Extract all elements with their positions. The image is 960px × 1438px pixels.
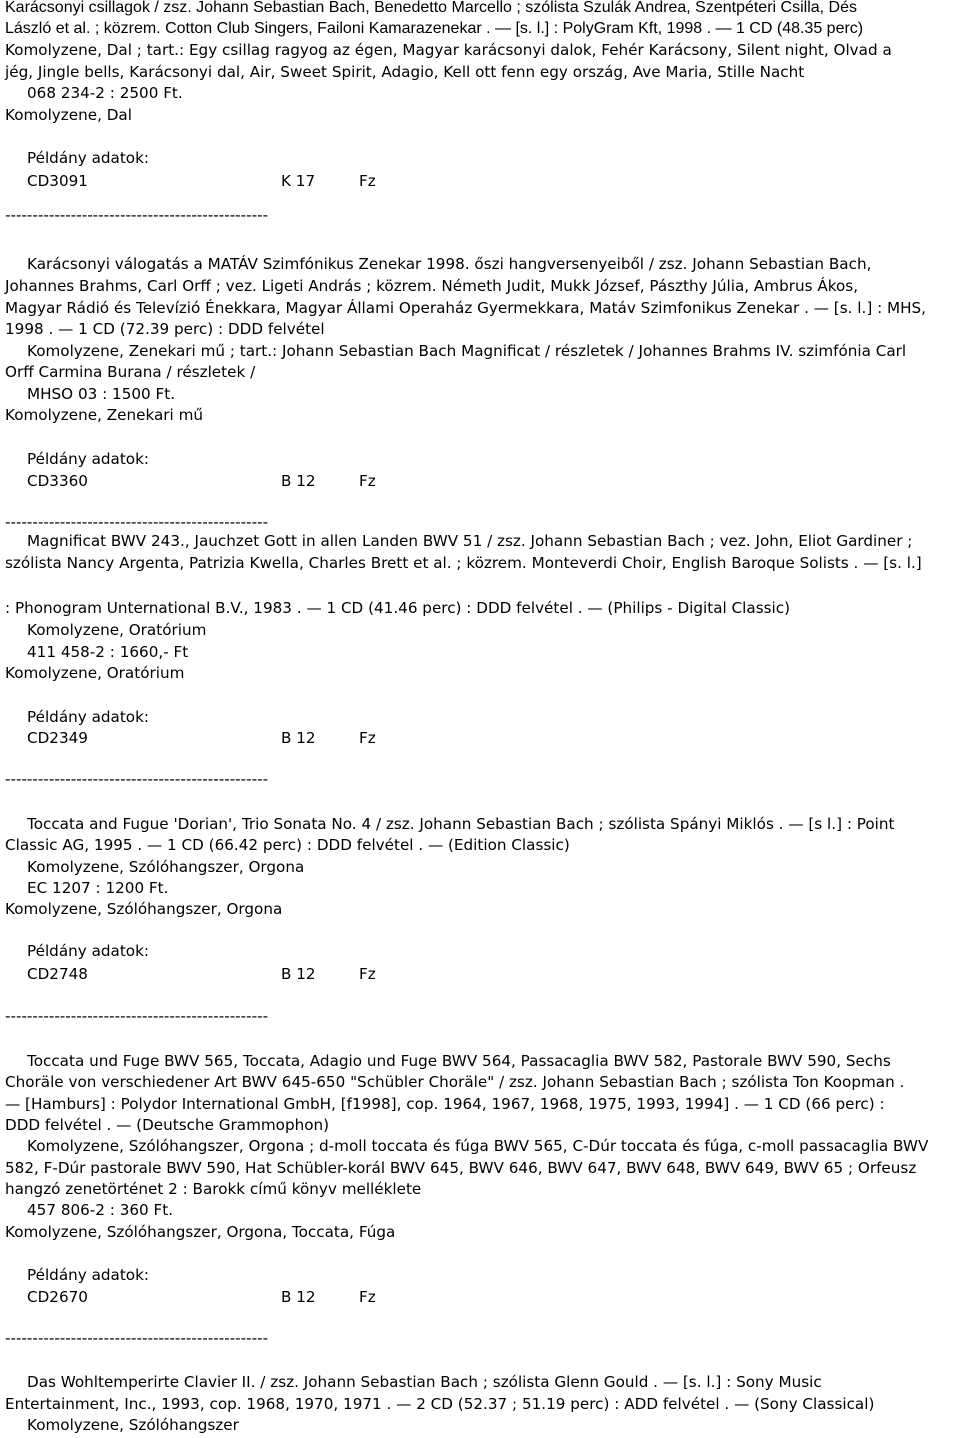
record-separator: ------------------------------------------------: [5, 513, 269, 531]
copy-code: Fz: [359, 172, 376, 190]
catalog-number: MHSO 03 : 1500 Ft.: [27, 385, 176, 403]
subject-heading: Komolyzene, Szólóhangszer, Orgona: [5, 900, 283, 918]
record-text-line: Toccata und Fuge BWV 565, Toccata, Adagio und Fuge BWV 564, Passacaglia BWV 582, Pastorale BWV 590, Sechs: [27, 1052, 891, 1070]
copy-data-row: [27, 171, 376, 192]
catalog-number: 457 806-2 : 360 Ft.: [27, 1201, 174, 1219]
record-text-line: szólista Nancy Argenta, Patrizia Kwella, Charles Brett et al. ; közrem. Monteverdi Choir, English Baroque Solists . — [s. l.]: [5, 554, 922, 572]
copy-data-row: [27, 1287, 376, 1308]
copy-id: CD3091: [27, 172, 88, 190]
record-text-line: jég, Jingle bells, Karácsonyi dal, Air, Sweet Spirit, Adagio, Kell ott fenn egy ország, Ave Maria, Stille Nacht: [5, 63, 805, 81]
record-separator: ------------------------------------------------: [5, 206, 269, 224]
copy-data-row: [27, 471, 376, 492]
copy-id: CD2670: [27, 1288, 88, 1306]
copy-code: Fz: [359, 729, 376, 747]
record-text-line: Choräle von verschiedener Art BWV 645-650 "Schübler Choräle" / zsz. Johann Sebastian Bach ; szólista Ton Koopman .: [5, 1073, 905, 1091]
record-text-line: Orff Carmina Burana / részletek /: [5, 363, 256, 381]
record-text-line: Komolyzene, Szólóhangszer: [27, 1416, 239, 1434]
copy-code: Fz: [359, 1288, 376, 1306]
record-text-line: Classic AG, 1995 . — 1 CD (66.42 perc) : DDD felvétel . — (Edition Classic): [5, 836, 570, 854]
record-text-line: DDD felvétel . — (Deutsche Grammophon): [5, 1116, 330, 1134]
record-separator: ------------------------------------------------: [5, 770, 269, 788]
copy-data-row: [27, 964, 376, 985]
catalog-number: EC 1207 : 1200 Ft.: [27, 879, 169, 897]
record-text-line: Toccata and Fugue 'Dorian', Trio Sonata No. 4 / zsz. Johann Sebastian Bach ; szólista Spányi Miklós . — [s l.] : Point: [27, 815, 895, 833]
catalog-number: 068 234-2 : 2500 Ft.: [27, 84, 183, 102]
copy-location: B 12: [281, 1288, 316, 1306]
copy-location: B 12: [281, 472, 316, 490]
copy-code: Fz: [359, 965, 376, 983]
record-text-line: Komolyzene, Szólóhangszer, Orgona: [27, 858, 305, 876]
record-text-line: Komolyzene, Szólóhangszer, Orgona ; d-moll toccata és fúga BWV 565, C-Dúr toccata és fúga, c-moll passacaglia BWV: [27, 1137, 929, 1155]
record-text-line: hangzó zenetörténet 2 : Barokk című könyv melléklete: [5, 1180, 422, 1198]
copy-data-row: [27, 728, 376, 749]
record-text-line: — [Hamburs] : Polydor International GmbH, [f1998], cop. 1964, 1967, 1968, 1975, 1993, 1994] . — 1 CD (66 perc) :: [5, 1095, 885, 1113]
record-text-line: Karácsonyi válogatás a MATÁV Szimfónikus Zenekar 1998. őszi hangversenyeiből / zsz. Johann Sebastian Bach,: [27, 255, 872, 273]
record-text-line: Entertainment, Inc., 1993, cop. 1968, 1970, 1971 . — 2 CD (52.37 ; 51.19 perc) : ADD felvétel . — (Sony Classical): [5, 1395, 875, 1413]
record-text-line: 582, F-Dúr pastorale BWV 590, Hat Schübler-korál BWV 645, BWV 646, BWV 647, BWV 648, BWV 649, BWV 65 ; Orfeusz: [5, 1159, 917, 1177]
subject-heading: Komolyzene, Dal: [5, 106, 132, 124]
copy-code: Fz: [359, 472, 376, 490]
copy-location: B 12: [281, 965, 316, 983]
subject-heading: Komolyzene, Oratórium: [5, 664, 185, 682]
catalog-number: 411 458-2 : 1660,- Ft: [27, 643, 189, 661]
copy-id: CD2748: [27, 965, 88, 983]
subject-heading: Komolyzene, Zenekari mű: [5, 406, 203, 424]
record-text-line: Das Wohltemperirte Clavier II. / zsz. Johann Sebastian Bach ; szólista Glenn Gould . — [s. l.] : Sony Music: [27, 1373, 822, 1391]
copy-data-label: Példány adatok:: [27, 708, 149, 726]
record-separator: ------------------------------------------------: [5, 1329, 269, 1347]
record-text-line: Komolyzene, Oratórium: [27, 621, 207, 639]
copy-location: K 17: [281, 172, 316, 190]
record-text-line: Komolyzene, Zenekari mű ; tart.: Johann Sebastian Bach Magnificat / részletek / Johannes Brahms IV. szimfónia Carl: [27, 342, 907, 360]
copy-data-label: Példány adatok:: [27, 149, 149, 167]
record-separator: ------------------------------------------------: [5, 1007, 269, 1025]
record-text-line: : Phonogram Unternational B.V., 1983 . — 1 CD (41.46 perc) : DDD felvétel . — (Philips - Digital Classic): [5, 599, 791, 617]
copy-data-label: Példány adatok:: [27, 450, 149, 468]
record-text-line: Johannes Brahms, Carl Orff ; vez. Ligeti András ; közrem. Németh Judit, Mukk József, Pászthy Júlia, Ambrus Ákos,: [5, 277, 859, 295]
copy-id: CD3360: [27, 472, 88, 490]
copy-id: CD2349: [27, 729, 88, 747]
copy-location: B 12: [281, 729, 316, 747]
copy-data-label: Példány adatok:: [27, 942, 149, 960]
record-text-line: Komolyzene, Dal ; tart.: Egy csillag ragyog az égen, Magyar karácsonyi dalok, Fehér Karácsony, Silent night, Olvad a: [5, 41, 892, 59]
record-text-line: Magnificat BWV 243., Jauchzet Gott in allen Landen BWV 51 / zsz. Johann Sebastian Bach ; vez. John, Eliot Gardiner ;: [27, 532, 913, 550]
subject-heading: Komolyzene, Szólóhangszer, Orgona, Toccata, Fúga: [5, 1223, 396, 1241]
record-text-line: Magyar Rádió és Televízió Énekkara, Magyar Állami Operaház Gyermekkara, Matáv Szimfonikus Zenekar . — [s. l.] : MHS,: [5, 299, 927, 317]
record-text-line: Karácsonyi csillagok / zsz. Johann Sebastian Bach, Benedetto Marcello ; szólista Szulák Andrea, Szentpéteri Csilla, Dés: [5, 0, 857, 16]
copy-data-label: Példány adatok:: [27, 1266, 149, 1284]
record-text-line: 1998 . — 1 CD (72.39 perc) : DDD felvétel: [5, 320, 325, 338]
record-text-line: László et al. ; közrem. Cotton Club Singers, Failoni Kamarazenekar . — [s. l.] : PolyGram Kft, 1998 . — 1 CD (48.35 perc): [5, 20, 864, 37]
